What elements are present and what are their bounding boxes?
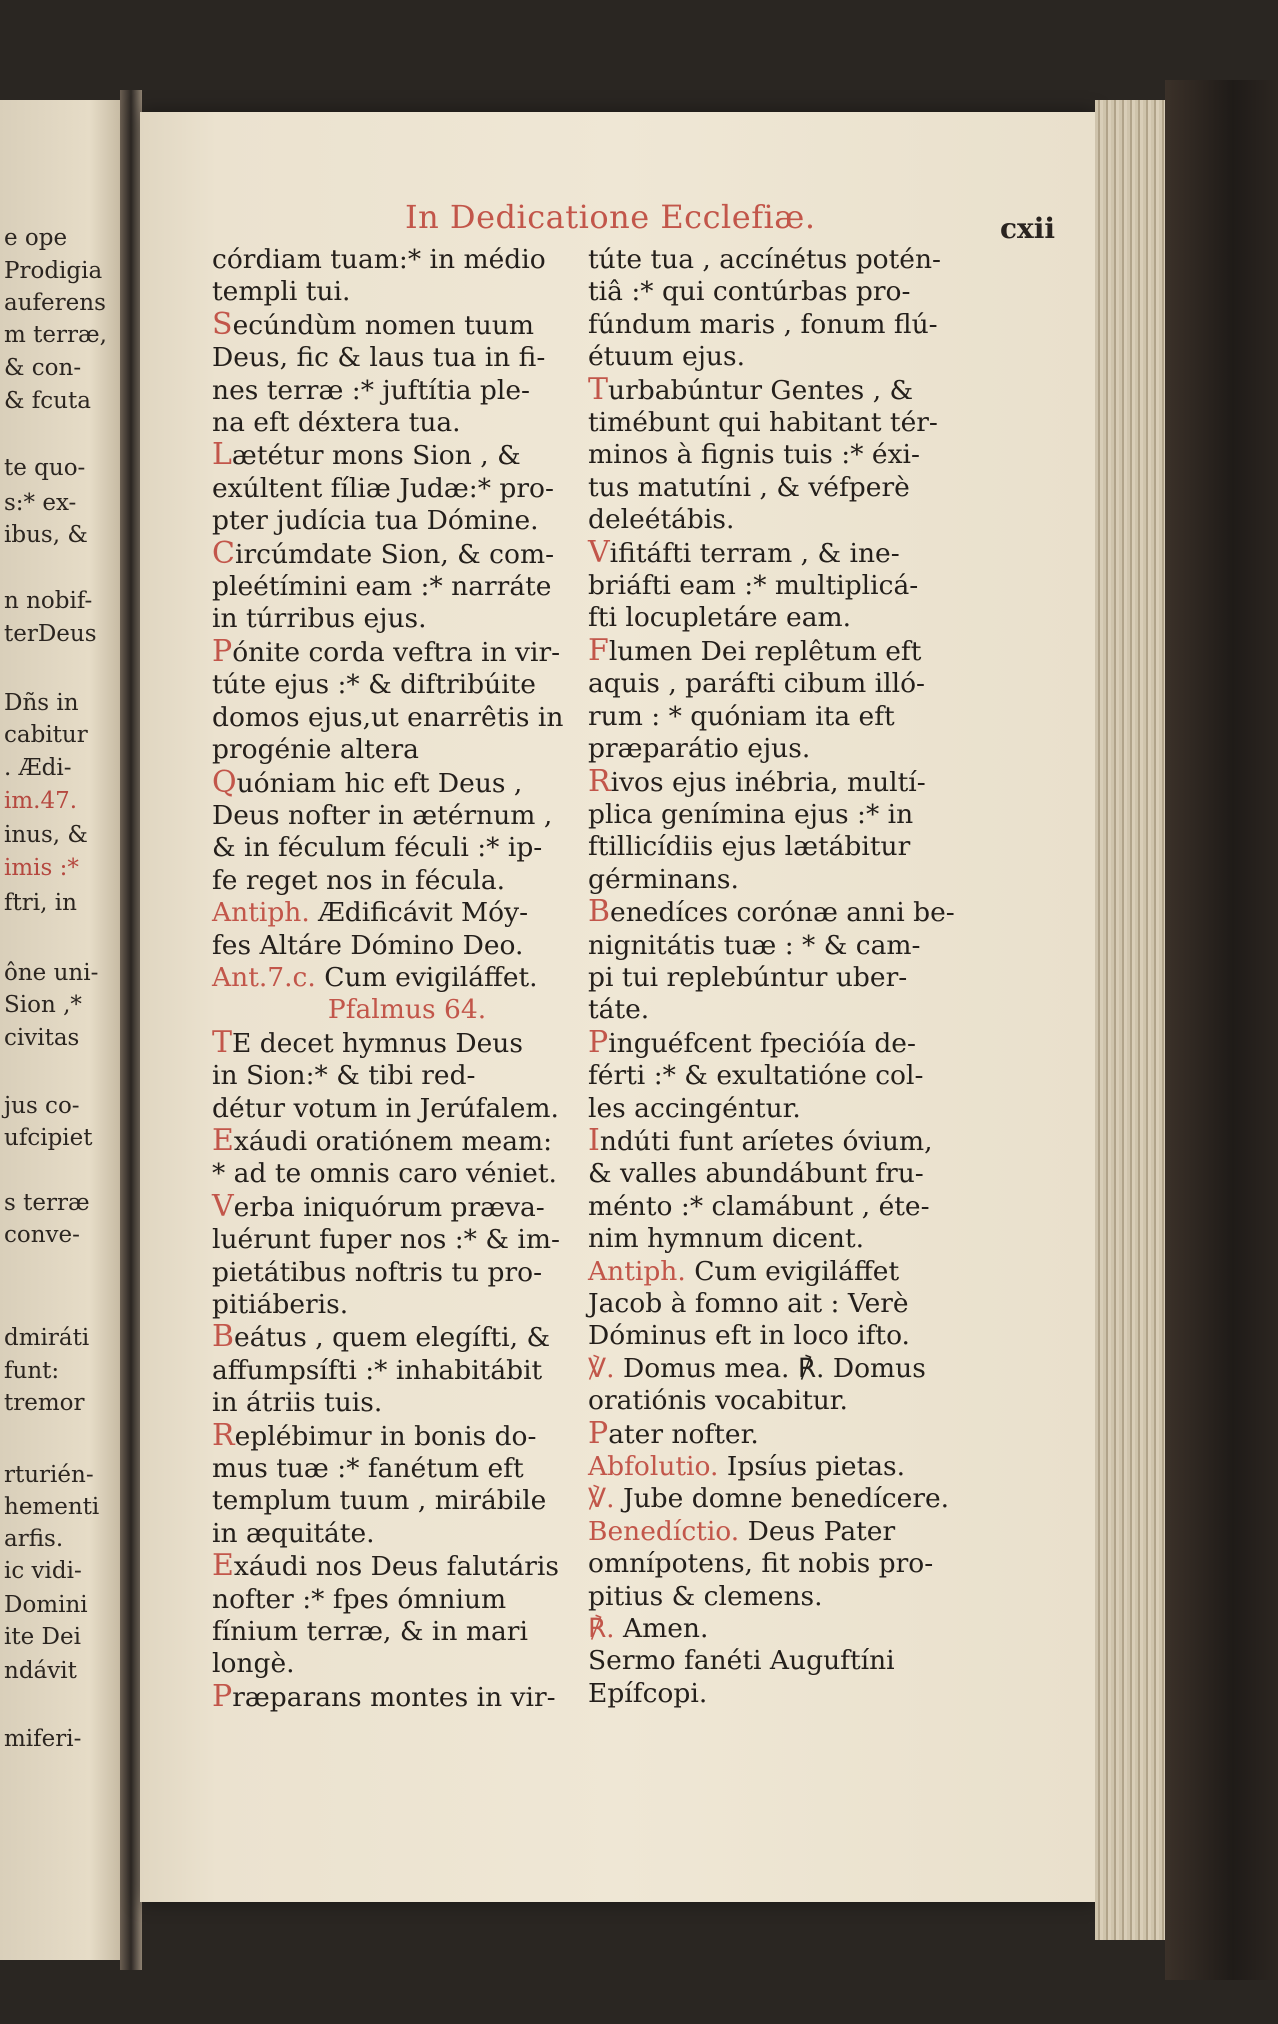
text-line: plica genímina ejus :* in (588, 798, 914, 830)
text-line: Circúmdate Sion, & com- (212, 535, 555, 571)
facing-page-text: hementi (4, 1494, 100, 1520)
text-line: & in féculum féculi :* ip- (212, 832, 543, 864)
page-header (140, 198, 1095, 248)
facing-page-text: funt: (4, 1358, 60, 1384)
text-line: Lætétur mons Sion , & (212, 437, 521, 473)
facing-page-text: & fcuta (4, 388, 91, 414)
facing-page-text: conve- (4, 1222, 80, 1248)
folio-number: cxii (999, 212, 1055, 245)
text-line: Sermo fanéti Auguftíni (588, 1645, 895, 1677)
text-line: ℟. Amen. (588, 1613, 709, 1645)
right-column (588, 244, 978, 1710)
text-line: Rivos ejus inébria, multí- (588, 763, 926, 799)
text-line: Indúti funt aríetes óvium, (588, 1122, 933, 1158)
facing-page-text: te quo- (4, 455, 86, 481)
text-line: Exáudi nos Deus falutáris (212, 1548, 559, 1584)
text-line: Beátus , quem elegífti, & (212, 1319, 551, 1355)
text-line: TE decet hymnus Deus (212, 1024, 523, 1060)
text-line: Flumen Dei replêtum eft (588, 632, 922, 668)
text-line: Quóniam hic eft Deus , (212, 764, 523, 800)
text-line: Replébimur in bonis do- (212, 1417, 537, 1453)
facing-page-text: s terræ (4, 1190, 90, 1216)
text-line: domos ejus,ut enarrêtis in (212, 701, 564, 733)
text-line: étuum ejus. (588, 341, 746, 373)
text-line: rum : * quóniam ita eft (588, 700, 895, 732)
facing-page-text: terDeus (4, 621, 97, 647)
text-line: túte tua , accínétus potén- (588, 244, 941, 275)
facing-page-text: im.47. (4, 788, 78, 814)
text-line: pitius & clemens. (588, 1580, 823, 1612)
text-line: præparátio ejus. (588, 733, 811, 765)
text-line: briáfti eam :* multiplicá- (588, 570, 919, 602)
text-line: in túrribus ejus. (212, 603, 427, 635)
text-line: Antiph. Cum evigiláffet (588, 1255, 900, 1287)
text-line: fti locupletáre eam. (588, 602, 852, 634)
facing-page-fragment (0, 100, 128, 1960)
facing-page-text: ic vidi- (4, 1558, 82, 1584)
text-line: omnípotens, fit nobis pro- (588, 1548, 934, 1580)
text-line: ℣. Domus mea. ℟. Domus (588, 1352, 926, 1384)
text-line: Vifitáfti terram , & ine- (588, 534, 900, 570)
text-line: Dóminus eft in loco ifto. (588, 1320, 910, 1352)
text-line: pitiáberis. (212, 1289, 349, 1320)
text-line: férti :* & exultatióne col- (588, 1060, 924, 1092)
facing-page-text: rturién- (4, 1462, 94, 1488)
text-line: ménto :* clamábunt , éte- (588, 1190, 930, 1222)
facing-page-text: ône uni- (4, 960, 99, 986)
text-line: Benedíctio. Deus Pater (588, 1515, 896, 1547)
text-line: na eft déxtera tua. (212, 407, 461, 439)
facing-page-text: inus, & (4, 822, 88, 848)
text-line: nignitátis tuæ : * & cam- (588, 929, 921, 961)
text-line: Pónite corda veftra in vir- (212, 633, 561, 669)
text-line: in æquitáte. (212, 1517, 375, 1549)
text-line: tiâ :* qui contúrbas pro- (588, 276, 911, 308)
facing-page-text: Domini (4, 1592, 88, 1618)
text-line: longè. (212, 1648, 295, 1680)
text-line: Pinguéfcent fpecióía de- (588, 1024, 916, 1060)
text-line: pietátibus noftris tu pro- (212, 1256, 543, 1288)
text-line: templum tuum , mirábile (212, 1485, 547, 1517)
text-line: les accingéntur. (588, 1092, 801, 1124)
text-line: détur votum in Jerúfalem. (212, 1092, 559, 1124)
text-line: Antiph. Ædificávit Móy- (212, 897, 529, 929)
text-line: Deus nofter in ætérnum , (212, 799, 553, 831)
text-line: tus matutíni , & véfperè (588, 471, 910, 503)
facing-page-text: ibus, & (4, 522, 88, 548)
book-gutter (120, 90, 142, 1970)
facing-page-text: ufcipiet (4, 1125, 93, 1151)
text-line: gérminans. (588, 863, 739, 895)
facing-page-text: Sion ,* (4, 992, 82, 1018)
facing-page-text: Prodigia (4, 258, 103, 284)
facing-page-text: ite Dei (4, 1624, 81, 1650)
facing-page-text: auferens (4, 290, 106, 316)
text-line: minos à fignis tuis :* éxi- (588, 439, 920, 471)
text-line: mus tuæ :* fanétum eft (212, 1453, 524, 1485)
facing-page-text: ndávit (4, 1658, 77, 1684)
text-line: túte ejus :* & diftribúite (212, 669, 536, 701)
text-line: Deus, fic & laus tua in fi- (212, 342, 546, 374)
text-line: pter judícia tua Dómine. (212, 505, 539, 537)
page-edges (1095, 100, 1165, 1940)
facing-page-text: . Ædi- (4, 755, 72, 781)
text-line: nofter :* fpes ómnium (212, 1583, 507, 1615)
facing-page-text: civitas (4, 1025, 80, 1051)
text-line: córdiam tuam:* in médio (212, 244, 546, 275)
text-line: Pater nofter. (588, 1415, 759, 1451)
text-line: Secúndùm nomen tuum (212, 306, 535, 342)
facing-page-text: cabitur (4, 722, 88, 748)
facing-page-text: dmiráti (4, 1325, 90, 1351)
facing-page-text: n nobif- (4, 588, 93, 614)
facing-page-text: jus co- (4, 1093, 80, 1119)
text-line: affumpsífti :* inhabitábit (212, 1354, 543, 1386)
text-line: Præparans montes in vir- (212, 1678, 556, 1714)
text-line: fe reget nos in fécula. (212, 864, 506, 896)
text-line: táte. (588, 994, 650, 1026)
book-cover-edge (1165, 80, 1278, 1980)
text-line: luérunt fuper nos :* & im- (212, 1224, 560, 1256)
text-line: in átriis tuis. (212, 1387, 383, 1419)
text-line: fúndum maris , fonum flú- (588, 308, 938, 340)
left-column (212, 244, 602, 1714)
text-line: templi tui. (212, 276, 351, 308)
facing-page-text: arfis. (4, 1526, 64, 1552)
facing-page-text: & con- (4, 355, 82, 381)
text-line: Turbabúntur Gentes , & (588, 371, 914, 407)
text-line: ftillicídiis ejus lætábitur (588, 831, 911, 863)
text-line: pleétímini eam :* narráte (212, 571, 552, 603)
facing-page-text: Dñs in (4, 690, 79, 716)
text-line: oratiónis vocabitur. (588, 1385, 848, 1417)
text-line: * ad te omnis caro véniet. (212, 1158, 557, 1190)
text-line: aquis , paráfti cibum illó- (588, 668, 925, 700)
text-line: fínium terræ, & in mari (212, 1616, 528, 1648)
text-line: nes terræ :* juftítia ple- (212, 374, 531, 406)
text-line: timébunt qui habitant tér- (588, 407, 938, 439)
running-title: In Dedicatione Ecclefiæ. (405, 198, 816, 236)
text-line: in Sion:* & tibi red- (212, 1060, 476, 1092)
facing-page-text: ftri, in (4, 890, 77, 916)
text-line: Epífcopi. (588, 1677, 708, 1709)
text-line: Ant.7.c. Cum evigiláffet. (212, 961, 538, 993)
text-line: Abfolutio. Ipsíus pietas. (588, 1451, 906, 1483)
facing-page-text: tremor (4, 1390, 85, 1416)
facing-page-text: m terræ, (4, 322, 107, 348)
text-line: Exáudi oratiónem meam: (212, 1122, 553, 1158)
text-line: progénie altera (212, 734, 419, 766)
facing-page-text: imis :* (4, 855, 79, 881)
facing-page-text: s:* ex- (4, 490, 77, 516)
text-line: deleétábis. (588, 504, 735, 536)
text-line: Verba iniquórum præva- (212, 1188, 545, 1224)
text-line: nim hymnum dicent. (588, 1223, 865, 1255)
text-line: ℣. Jube domne benedícere. (588, 1483, 950, 1515)
text-line: Benedíces corónæ anni be- (588, 894, 955, 930)
facing-page-text: e ope (4, 225, 68, 251)
text-line: exúltent fíliæ Judæ:* pro- (212, 472, 554, 504)
text-line: pi tui replebúntur uber- (588, 961, 908, 993)
text-line: fes Altáre Dómino Deo. (212, 929, 524, 961)
facing-page-text: miferi- (4, 1726, 82, 1752)
text-line: Pfalmus 64. (327, 994, 487, 1026)
text-line: Jacob à fomno ait : Verè (588, 1288, 909, 1319)
text-line: & valles abundábunt fru- (588, 1158, 924, 1190)
